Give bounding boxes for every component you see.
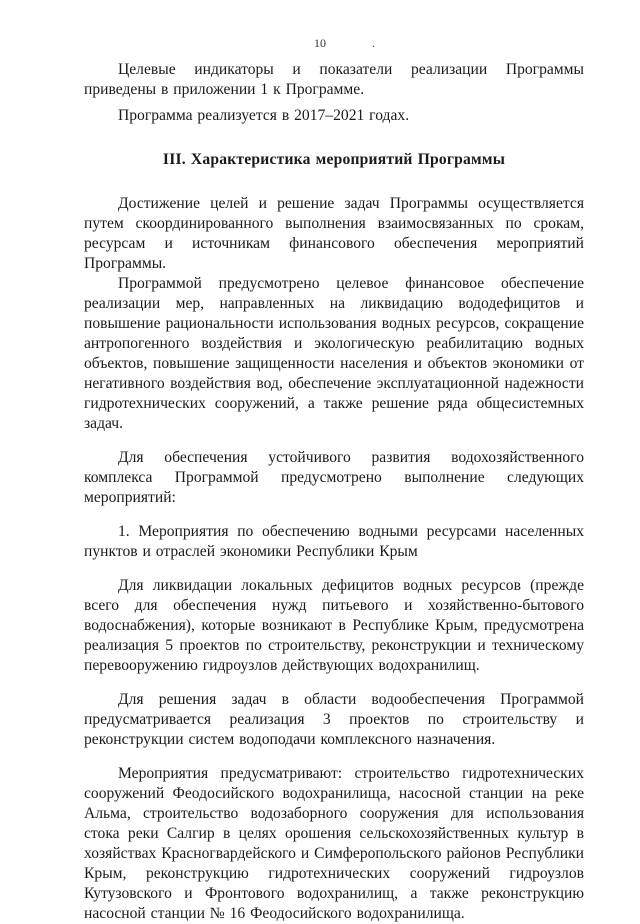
document-body (84, 60, 584, 924)
paragraph-water-supply: Для решения задач в области водообеспечения Программой предусматривается реализация 3 проектов по строительству и реконструкции систем водоподачи комплексного назначения. (84, 691, 584, 748)
paragraph-goals: Достижение целей и решение задач Программы осуществляется путем скоординированного выполнения взаимосвязанных по срокам, ресурсам и источникам финансового обеспечения мероприятий Программы. (84, 195, 584, 272)
page-number (0, 36, 640, 51)
paragraph-deficits: Для ликвидации локальных дефицитов водных ресурсов (прежде всего для обеспечения нужд питьевого и хозяйственно-бытового водоснабжения), которые возникают в Республике Крым, предусмотрена реализация 5 проектов по строительству, реконструкции и техническому перевооружению гидроузлов действующих водохранилищ. (84, 577, 584, 674)
paragraph-period: Программа реализуется в 2017–2021 годах. (118, 107, 410, 124)
section-heading: III. Характеристика мероприятий Программы (162, 151, 506, 168)
paragraph-measures-list: Мероприятия предусматривают: строительство гидротехнических сооружений Феодосийского водохранилища, насосной станции на реке Альма, строительство водозаборного сооружения для использования стока реки Салгир в целях орошения сельскохозяйственных культур в хозяйствах Красногвардейского и Симферопольского районов Республики Крым, реконструкцию гидротехнических сооружений гидроузлов Кутузовского и Фронтового водохранилищ, а также реконструкцию насосной станции № 16 Феодосийского водохранилища. (84, 765, 584, 922)
scan-mark: . (372, 36, 375, 50)
page-number-value: 10 (314, 36, 326, 50)
paragraph-indicators: Целевые индикаторы и показатели реализации Программы приведены в приложении 1 к Программе. (84, 61, 584, 98)
paragraph-measures-intro: Для обеспечения устойчивого развития водохозяйственного комплекса Программой предусмотрено выполнение следующих мероприятий: (84, 449, 584, 506)
paragraph-financing: Программой предусмотрено целевое финансовое обеспечение реализации мер, направленных на ликвидацию вододефицитов и повышение рациональности использования водных ресурсов, сокращение антропогенного воздействия и экологическую реабилитацию водных объектов, повышение защищенности населения и объектов экономики от негативного воздействия вод, обеспечение эксплуатационной надежности гидротехнических сооружений, а также решение ряда общесистемных задач. (84, 275, 584, 432)
paragraph-measure-1-title: 1. Мероприятия по обеспечению водными ресурсами населенных пунктов и отраслей экономики Республики Крым (84, 523, 584, 560)
